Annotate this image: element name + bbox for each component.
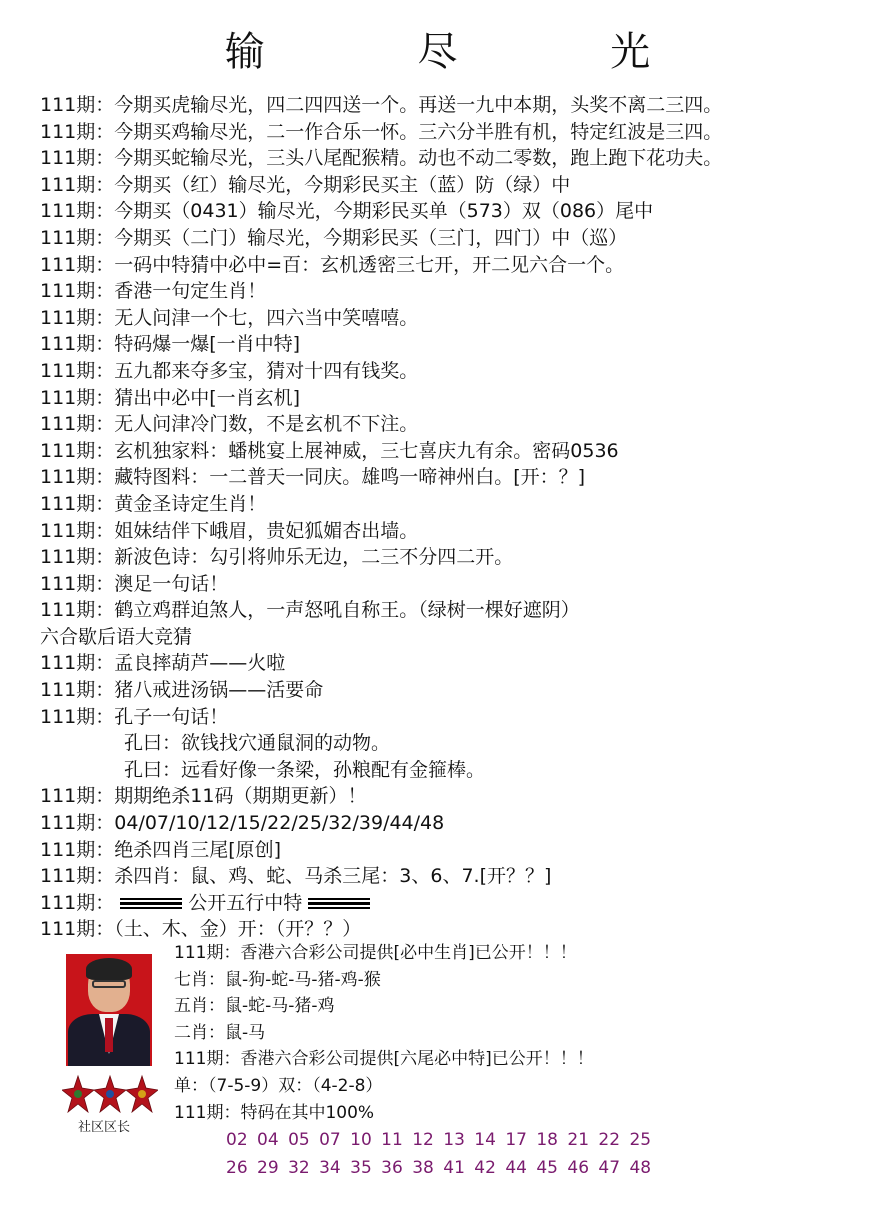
- line-9: 111期：无人问津一个七，四六当中笑嘻嘻。: [40, 306, 419, 329]
- line-20: 111期：鹤立鸡群迫煞人，一声怒吼自称王。（绿树一棵好遮阴）: [40, 599, 580, 622]
- section-heading: 六合歇后语大竞猜: [40, 625, 193, 648]
- line-14: 111期：玄机独家料：蟠桃宴上展神威，三七喜庆九有余。密码0536: [40, 439, 619, 462]
- bottom-line-4: 二肖：鼠-马: [174, 1022, 266, 1043]
- bottom-line-6: 单：（7-5-9）双：（4-2-8）: [174, 1075, 383, 1096]
- trigram-icon: [120, 896, 182, 912]
- line-27: 111期：杀四肖：鼠、鸡、蛇、马杀三尾：3、6、7.[开？？]: [40, 865, 552, 888]
- page-title: 输 尽 光: [224, 29, 721, 75]
- line-3: 111期：今期买蛇输尽光，三头八尾配猴精。动也不动二零数，跑上跑下花功夫。: [40, 147, 723, 170]
- line-16: 111期：黄金圣诗定生肖！: [40, 492, 267, 515]
- wuxing-prefix: 111期：: [40, 891, 115, 914]
- medal-icon: [62, 1072, 158, 1120]
- numbers-row-1: 02 04 05 07 10 11 12 13 14 17 18 21 22 25: [226, 1130, 652, 1150]
- trigram-icon: [308, 896, 370, 912]
- line-21: 111期：孟良摔葫芦——火啦: [40, 652, 286, 675]
- line-6: 111期：今期买（二门）输尽光，今期彩民买（三门，四门）中（巡）: [40, 226, 628, 249]
- line-5: 111期：今期买（0431）输尽光，今期彩民买单（573）双（086）尾中: [40, 200, 654, 223]
- bottom-line-3: 五肖：鼠-蛇-马-猪-鸡: [174, 996, 335, 1017]
- line-8: 111期：香港一句定生肖！: [40, 280, 267, 303]
- bottom-line-2: 七肖：鼠-狗-蛇-马-猪-鸡-猴: [174, 969, 381, 990]
- bottom-line-1: 111期：香港六合彩公司提供[必中生肖]已公开！！！: [174, 943, 577, 963]
- portrait-caption: 社区区长: [78, 1120, 131, 1135]
- bottom-line-7: 111期：特码在其中100%: [174, 1102, 375, 1123]
- line-10: 111期：特码爆一爆[一肖中特]: [40, 333, 301, 356]
- line-28: 111期：（土、木、金）开：（开？？）: [40, 918, 362, 941]
- numbers-row-2: 26 29 32 34 35 36 38 41 42 44 45 46 47 48: [226, 1158, 652, 1178]
- line-7: 111期：一码中特猜中必中=百：玄机透密三七开，开二见六合一个。: [40, 253, 625, 276]
- prediction-lines: [40, 92, 870, 943]
- line-11: 111期：五九都来夺多宝，猜对十四有钱奖。: [40, 359, 419, 382]
- line-26: 111期：绝杀四肖三尾[原创]: [40, 838, 282, 861]
- line-19: 111期：澳足一句话！: [40, 572, 229, 595]
- line-25: 111期：04/07/10/12/15/22/25/32/39/44/48: [40, 812, 445, 835]
- bottom-info: [174, 940, 874, 1126]
- line-15: 111期：藏特图料：一二普天一同庆。雄鸣一啼神州白。[开：？]: [40, 466, 586, 489]
- quote-line-1: 孔曰：欲钱找穴通鼠洞的动物。: [124, 732, 391, 755]
- line-1: 111期：今期买虎输尽光，四二四四送一个。再送一九中本期，头奖不离二三四。: [40, 94, 723, 116]
- line-18: 111期：新波色诗：勾引将帅乐无边，二三不分四二开。: [40, 546, 514, 569]
- wuxing-line: [40, 890, 870, 917]
- bottom-line-5: 111期：香港六合彩公司提供[六尾必中特]已公开！！！: [174, 1049, 594, 1070]
- line-22: 111期：猪八戒进汤锅——活要命: [40, 679, 324, 702]
- number-grid: [226, 1126, 866, 1182]
- bottom-section: [0, 940, 875, 1200]
- line-2: 111期：今期买鸡输尽光，二一作合乐一怀。三六分半胜有机，特定红波是三四。: [40, 120, 723, 143]
- line-23: 111期：孔子一句话！: [40, 705, 229, 728]
- line-13: 111期：无人问津冷门数，不是玄机不下注。: [40, 413, 419, 436]
- quote-line-2: 孔曰：远看好像一条梁，孙粮配有金箍棒。: [124, 758, 486, 781]
- portrait-photo: [66, 954, 152, 1066]
- wuxing-text: 公开五行中特: [188, 891, 303, 914]
- line-24: 111期：期期绝杀11码（期期更新）！: [40, 785, 367, 808]
- line-17: 111期：姐妹结伴下峨眉，贵妃狐媚杏出墙。: [40, 519, 419, 542]
- line-4: 111期：今期买（红）输尽光，今期彩民买主（蓝）防（绿）中: [40, 173, 571, 196]
- line-12: 111期：猜出中必中[一肖玄机]: [40, 386, 301, 409]
